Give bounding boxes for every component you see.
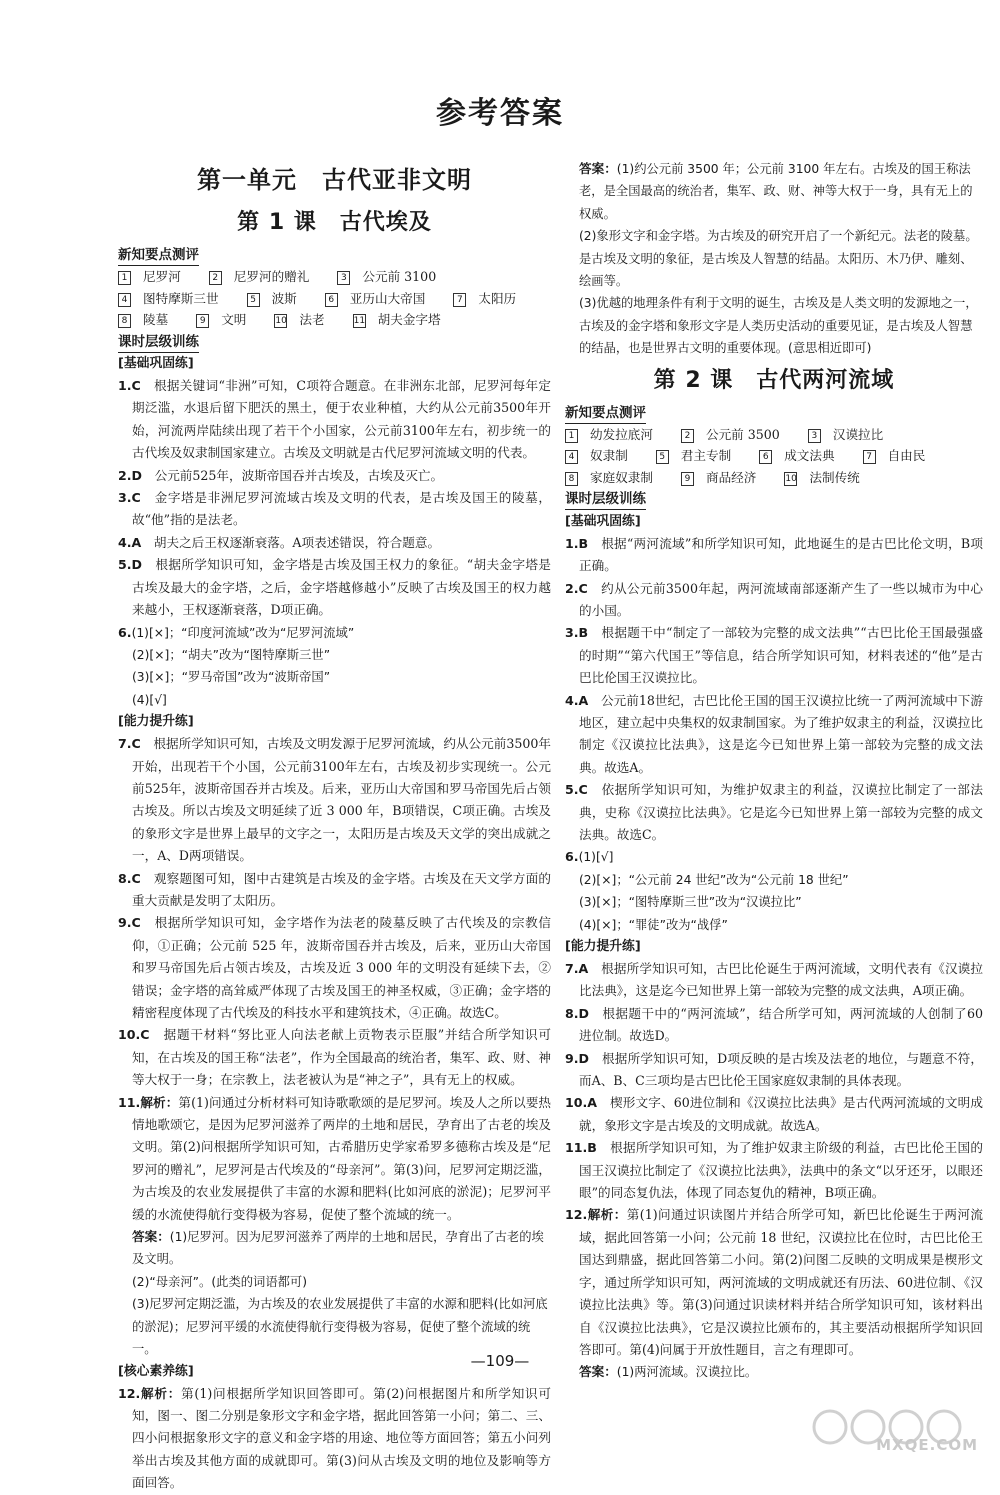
knowledge-heading: 新知要点测评	[565, 403, 646, 424]
answer-item: 4.A 胡夫之后王权逐渐衰落。A项表述错误，符合题意。	[118, 534, 441, 550]
core-heading: [核心素养练]	[118, 1363, 194, 1379]
training-heading: 课时层级训练	[565, 489, 646, 510]
answer-block: 答案：(1)尼罗河。因为尼罗河滋养了两岸的土地和居民，孕育出了古老的埃及文明。	[132, 1229, 544, 1267]
answer-item: 2.D 公元前525年，波斯帝国吞并古埃及，古埃及灭亡。	[118, 467, 444, 483]
knowledge-point: 9 文明	[196, 312, 258, 327]
left-column	[118, 158, 551, 1495]
answer-item: 5.D 根据所学知识可知，金字塔是古埃及国王权力的象征。“胡夫金字塔是古埃及最大的金字塔，之后，金字塔越修越小”反映了古埃及国王的权力越来越小，王权逐渐衰落，D项正确。	[118, 557, 551, 618]
knowledge-point: 10 法制传统	[785, 469, 860, 485]
knowledge-heading: 新知要点测评	[118, 245, 199, 266]
knowledge-point: 6 成文法典	[759, 448, 846, 463]
answer-line: (4)[√]	[132, 692, 167, 707]
knowledge-point: 8 陵墓	[118, 312, 180, 327]
answer-item: 7.C 根据所学知识可知，古埃及文明发源于尼罗河流域，约从公元前3500年开始，出现若干个小国，公元前3100年左右，古埃及初步实现统一。公元前525年，波斯帝国吞并古埃及。后来，亚历山大帝国和罗马帝国先后占领古埃及。所以古埃及文明延续了近 3 000 年，B项错误，C项正确。古埃及的象形文字是世界上最早的文字之一，太阳历是古埃及天文学的突出成就之一，A、D两项错误。	[118, 736, 551, 864]
unit-title: 第一单元 古代亚非文明	[197, 166, 472, 194]
knowledge-point: 3 汉谟拉比	[808, 427, 895, 442]
answer-item: 5.C 依据所学知识可知，为维护奴隶主的利益，汉谟拉比制定了一部法典，史称《汉谟拉比法典》。它是迄今已知世界上第一部较为完整的成文法典。故选C。	[565, 782, 984, 842]
basic-heading: [基础巩固练]	[565, 513, 641, 529]
answer-item: 11.解析：第(1)问通过分析材料可知诗歌歌颂的是尼罗河。埃及人之所以要热情地歌颂它，是因为尼罗河滋养了两岸的土地和居民，孕育出了古老的埃及文明。第(2)问根据所学知识可知，古希腊历史学家希罗多德称古埃及是“尼罗河的赠礼”，尼罗河是古代埃及的“母亲河”。第(3)问，尼罗河定期泛滥，为古埃及的农业发展提供了丰富的水源和肥料(比如河底的淤泥)；尼罗河平缓的水流使得航行变得极为容易，促使了整个流域的统一。	[118, 1094, 552, 1222]
knowledge-point: 11 胡夫金字塔	[353, 312, 441, 328]
answer-block: 答案：(1)两河流域。汉谟拉比。	[579, 1364, 758, 1380]
answer-item: 1.C 根据关键词“非洲”可知，C项符合题意。在非洲东北部，尼罗河每年定期泛滥，水退后留下肥沃的黑土，便于农业种植，大约从公元前3500年开始，河流两岸陆续出现了若干个小国家，公元前3100年左右，初步统一的古代埃及奴隶制国家建立。古埃及文明就是古代尼罗河流域文明的代表。	[118, 378, 552, 461]
knowledge-points	[565, 424, 983, 488]
answer-line: (4)[×]；“罪徒”改为“战俘”	[579, 917, 728, 932]
knowledge-point: 4 图特摩斯三世	[118, 291, 231, 306]
answer-line: (2)[×]；“胡夫”改为“图特摩斯三世”	[132, 647, 331, 662]
answer-item: 8.D 根据题干中的“两河流域”，结合所学可知，两河流域的人创制了60进位制。故选D。	[565, 1005, 984, 1044]
answer-line: (2)[×]；“公元前 24 世纪”改为“公元前 18 世纪”	[579, 872, 849, 887]
answer-line: (3)尼罗河定期泛滥，为古埃及的农业发展提供了丰富的水源和肥料(比如河底的淤泥)；尼罗河平缓的水流使得航行变得极为容易，促使了整个流域的统一。	[132, 1297, 548, 1357]
answer-line: (3)[×]；“图特摩斯三世”改为“汉谟拉比”	[579, 895, 802, 910]
answer-line: (2)“母亲河”。(此类的词语都可)	[132, 1274, 308, 1289]
answer-line: (2)象形文字和金字塔。为古埃及的研究开启了一个新纪元。法老的陵墓。是古埃及文明的象征，是古埃及人智慧的结晶。太阳历、木乃伊、雕刻、绘画等。	[579, 229, 978, 289]
knowledge-point: 7 太阳历	[453, 291, 528, 306]
knowledge-point: 7 自由民	[863, 448, 938, 463]
answer-item: 6.(1)[√]	[565, 849, 614, 865]
knowledge-point: 5 波斯	[247, 291, 309, 306]
answer-item: 12.解析：第(1)问根据所学知识回答即可。第(2)问根据图片和所学知识可知，图一、图二分别是象形文字和金字塔，据此回答第一小问；第二、三、四小问根据象形文字的意义和金字塔的用途、地位等方面回答；第五小问列举出古埃及其他方面的成就即可。第(3)问从古埃及文明的地位及影响等方面回答。	[118, 1385, 551, 1491]
knowledge-point: 1 尼罗河	[118, 269, 193, 284]
answer-block: 答案：(1)约公元前 3500 年；公元前 3100 年左右。古埃及的国王称法老，是全国最高的统治者，集军、政、财、神等大权于一身，具有无上的权威。	[579, 161, 973, 221]
answer-item: 11.B 根据所学知识可知，为了维护奴隶主阶级的利益，古巴比伦王国的国王汉谟拉比制定了《汉谟拉比法典》，法典中的条文“以牙还牙，以眼还眼”的同态复仇法，体现了同态复仇的精神，B项正确。	[565, 1140, 984, 1201]
answer-item: 2.C 约从公元前3500年起，两河流域南部逐渐产生了一些以城市为中心的小国。	[565, 580, 983, 618]
knowledge-point: 1 幼发拉底河	[565, 427, 665, 442]
ability-heading: [能力提升练]	[118, 714, 194, 730]
watermark-text: MXQE.COM	[876, 1436, 978, 1454]
knowledge-point: 9 商品经济	[681, 470, 768, 485]
knowledge-point: 4 奴隶制	[565, 448, 640, 463]
knowledge-point: 8 家庭奴隶制	[565, 470, 665, 485]
ability-heading: [能力提升练]	[565, 939, 641, 954]
lesson-2-title: 第 2 课 古代两河流域	[653, 367, 895, 393]
answer-item: 10.A 楔形文字、60进位制和《汉谟拉比法典》是古代两河流域的文明成就，象形文字是古埃及的文明成就。故选A。	[565, 1095, 983, 1133]
page-number: —109—	[470, 1352, 530, 1370]
answer-item: 8.C 观察题图可知，图中古建筑是古埃及的金字塔。古埃及在天文学方面的重大贡献是发明了太阳历。	[118, 870, 552, 908]
right-column	[565, 158, 983, 1384]
answer-item: 9.D 根据所学知识可知，D项反映的是古埃及法老的地位，与题意不符，而A、B、C三项均是古巴比伦王国家庭奴隶制的具体表现。	[565, 1050, 984, 1089]
knowledge-point: 5 君主专制	[656, 448, 743, 463]
training-heading: 课时层级训练	[118, 332, 199, 353]
page-title: 参考答案	[436, 96, 564, 131]
answer-item: 7.A 根据所学知识可知，古巴比伦诞生于两河流域，文明代表有《汉谟拉比法典》，这是迄今已知世界上第一部较为完整的成文法典，A项正确。	[565, 961, 984, 999]
knowledge-point: 10 法老	[275, 312, 325, 328]
answer-item: 12.解析：第(1)问通过识读图片并结合所学可知，新巴比伦诞生于两河流域，据此回答第一小问；公元前 18 世纪，汉谟拉比在位时，古巴比伦王国达到鼎盛，据此回答第二小问。第(2)问图二反映的文明成果是楔形文字，通过所学知识可知，两河流域的文明成就还有历法、60进位制、《汉谟拉比法典》等。第(3)问通过识读材料并结合所学知识可知，该材料出自《汉谟拉比法典》，它是汉谟拉比颁布的，其主要活动根据所学知识回答即可。第(4)问属于开放性题目，言之有理即可。	[565, 1207, 983, 1357]
answer-item: 10.C 据题干材料“努比亚人向法老献上贡物表示臣服”并结合所学知识可知，在古埃及的国王称“法老”，作为全国最高的统治者，集军、政、财、神等大权于一身；在宗教上，法老被认为是“神之子”，具有无上的权威。	[118, 1027, 551, 1088]
answer-item: 1.B 根据“两河流域”和所学知识可知，此地诞生的是古巴比伦文明，B项正确。	[565, 535, 983, 574]
answer-item: 3.B 根据题干中“制定了一部较为完整的成文法典”“古巴比伦王国最强盛的时期”“第六代国王”等信息，结合所学知识可知，材料表述的“他”是古巴比伦国王汉谟拉比。	[565, 625, 983, 686]
knowledge-point: 2 公元前 3500	[681, 427, 792, 442]
answer-line: (3)[×]；“罗马帝国”改为“波斯帝国”	[132, 670, 331, 685]
knowledge-point: 3 公元前 3100	[337, 269, 448, 284]
knowledge-point: 6 亚历山大帝国	[325, 291, 438, 306]
answer-line: (3)优越的地理条件有利于文明的诞生，古埃及是人类文明的发源地之一，古埃及的金字塔和象形文字是人类历史活动的重要见证，是古埃及人智慧的结晶，也是世界古文明的重要体现。(意思相近即可)	[579, 296, 978, 356]
answer-item: 4.A 公元前18世纪，古巴比伦王国的国王汉谟拉比统一了两河流域中下游地区，建立起中央集权的奴隶制国家。为了维护奴隶主的利益，汉谟拉比制定《汉谟拉比法典》，这是迄今已知世界上第一部较为完整的成文法典。故选A。	[565, 692, 984, 775]
answer-item: 9.C 根据所学知识可知，金字塔作为法老的陵墓反映了古代埃及的宗教信仰，①正确；公元前 525 年，波斯帝国吞并古埃及，后来，亚历山大帝国和罗马帝国先后占领古埃及，古埃及近 3 000 年的文明没有延续下去，②错误；金字塔的高耸威严体现了古埃及国王的神圣权威，③正确；金字塔的精密程度体现了古代埃及的科技水平和建筑技术，④正确。故选C。	[118, 915, 552, 1020]
basic-heading: [基础巩固练]	[118, 356, 194, 372]
answer-item: 6.(1)[×]；“印度河流域”改为“尼罗河流域”	[118, 624, 355, 640]
knowledge-points	[118, 266, 551, 330]
lesson-1-title: 第 1 课 古代埃及	[237, 210, 432, 235]
knowledge-point: 2 尼罗河的赠礼	[209, 269, 322, 284]
answer-item: 3.C 金字塔是非洲尼罗河流域古埃及文明的代表，是古埃及国王的陵墓，故“他”指的是法老。	[118, 490, 552, 528]
